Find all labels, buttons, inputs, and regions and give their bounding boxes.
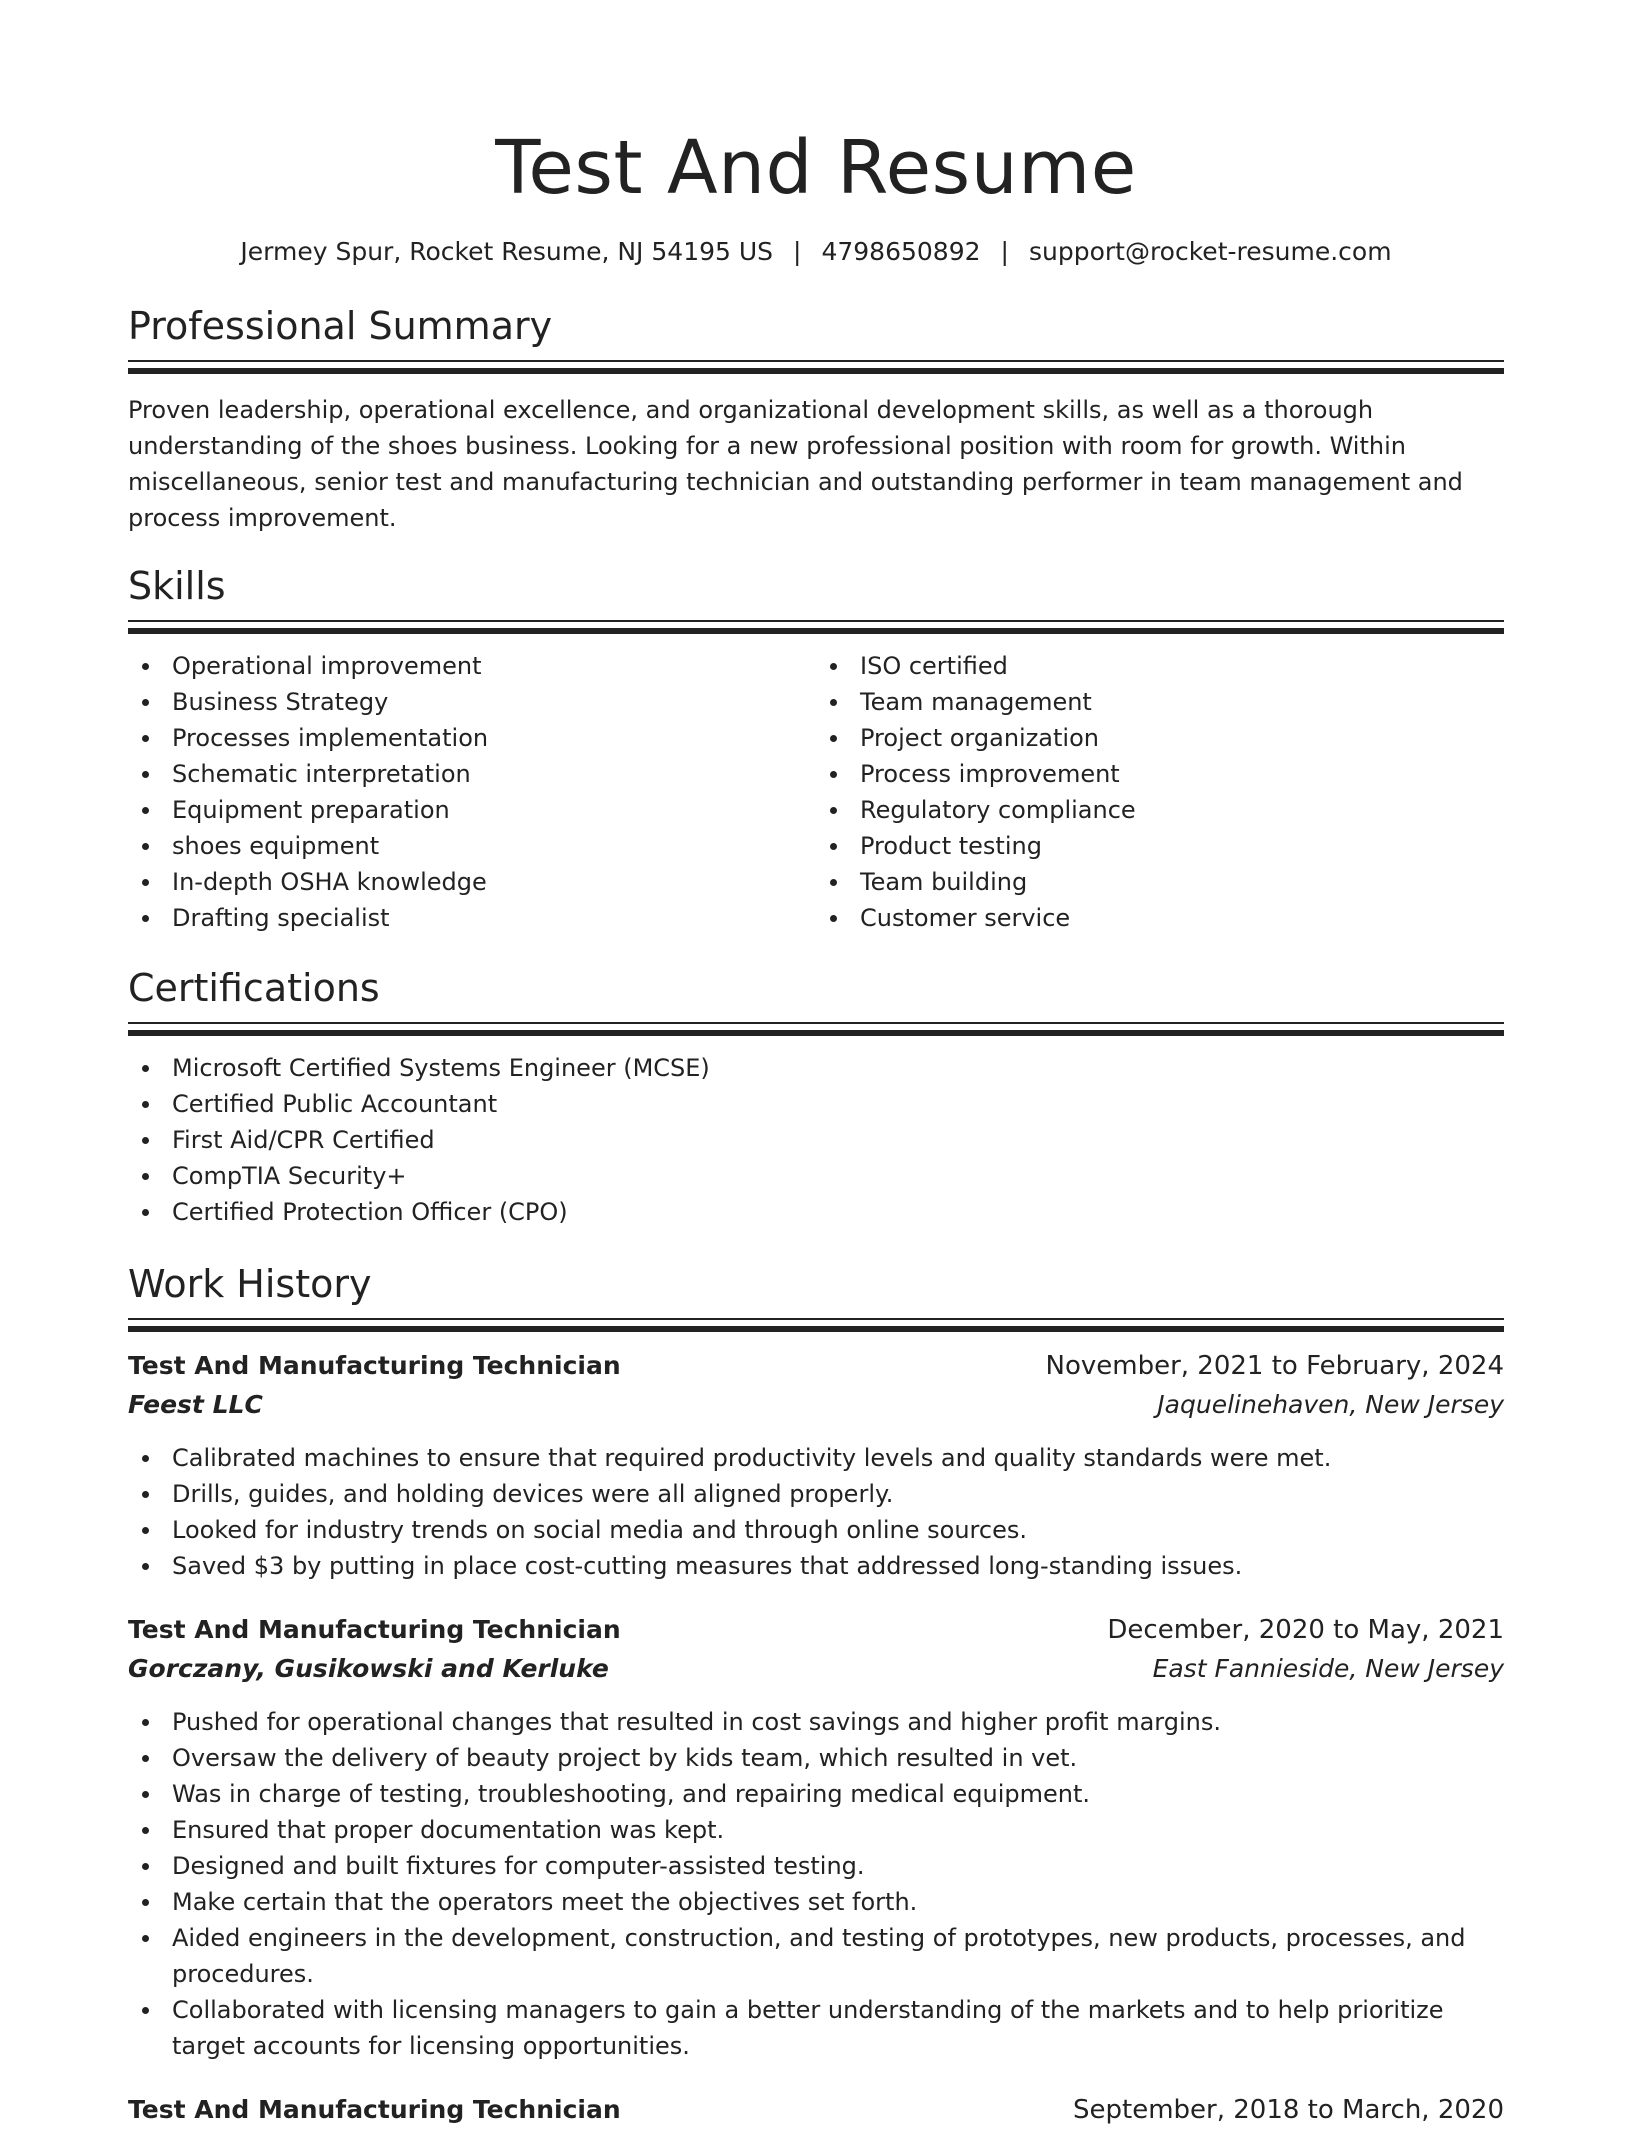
job-title: Test And Manufacturing Technician: [128, 2095, 621, 2124]
contact-address: Jermey Spur, Rocket Resume, NJ 54195 US: [240, 237, 774, 266]
skill-item: Team management: [816, 684, 1504, 720]
certification-item: CompTIA Security+: [128, 1158, 1504, 1194]
certification-item: Certified Public Accountant: [128, 1086, 1504, 1122]
section-divider: [128, 1318, 1504, 1332]
job-dates: November, 2021 to February, 2024: [1045, 1351, 1504, 1381]
summary-section: [128, 302, 1504, 536]
job-dates: September, 2018 to March, 2020: [1073, 2095, 1504, 2125]
job-location: East Fannieside, New Jersey: [1152, 1654, 1504, 1683]
job-bullet: Designed and built fixtures for computer-assisted testing.: [128, 1848, 1504, 1884]
contact-separator: |: [793, 237, 802, 266]
skill-item: shoes equipment: [128, 828, 816, 864]
skill-item: Operational improvement: [128, 648, 816, 684]
job-bullet: Drills, guides, and holding devices were all aligned properly.: [128, 1476, 1504, 1512]
skill-item: Processes implementation: [128, 720, 816, 756]
certification-item: First Aid/CPR Certified: [128, 1122, 1504, 1158]
job-bullets: [128, 1704, 1504, 2064]
section-divider: [128, 620, 1504, 634]
skill-item: Product testing: [816, 828, 1504, 864]
section-title-summary: Professional Summary: [128, 304, 553, 348]
resume-name: Test And Resume: [495, 125, 1137, 211]
job-entry: [128, 1346, 1504, 1584]
job-subheader: [128, 1386, 1504, 1424]
section-divider: [128, 1022, 1504, 1036]
section-title-skills: Skills: [128, 564, 226, 608]
summary-text: Proven leadership, operational excellence, and organizational development skills, as well as a thorough understanding of the shoes business. Looking for a new professional position with room for growth. Within miscellaneous, senior test and manufacturing technician and outstanding performer in team management and process improvement.: [128, 396, 1463, 532]
certifications-list: [128, 1050, 1504, 1230]
job-subheader: [128, 1650, 1504, 1688]
contact-separator: |: [1000, 237, 1009, 266]
job-bullet: Collaborated with licensing managers to gain a better understanding of the markets and to help prioritize target accounts for licensing opportunities.: [128, 1992, 1504, 2064]
contact-line: [128, 236, 1504, 268]
job-header: [128, 2090, 1504, 2130]
skill-item: Customer service: [816, 900, 1504, 936]
job-entry: [128, 2090, 1504, 2130]
certifications-section: [128, 964, 1504, 1230]
skill-item: Process improvement: [816, 756, 1504, 792]
skill-item: Team building: [816, 864, 1504, 900]
job-location: Jaquelinehaven, New Jersey: [1157, 1390, 1504, 1419]
section-title-work-history: Work History: [128, 1262, 372, 1306]
skills-columns: [128, 648, 1504, 936]
job-title: Test And Manufacturing Technician: [128, 1351, 621, 1380]
skills-section: [128, 562, 1504, 936]
job-title: Test And Manufacturing Technician: [128, 1615, 621, 1644]
job-entry: [128, 1610, 1504, 2064]
job-bullet: Looked for industry trends on social media and through online sources.: [128, 1512, 1504, 1548]
job-bullet: Calibrated machines to ensure that required productivity levels and quality standards were met.: [128, 1440, 1504, 1476]
skills-list-left: [128, 648, 816, 936]
skill-item: In-depth OSHA knowledge: [128, 864, 816, 900]
job-bullets: [128, 1440, 1504, 1584]
section-title-certifications: Certifications: [128, 966, 380, 1010]
skill-item: Drafting specialist: [128, 900, 816, 936]
skill-item: Regulatory compliance: [816, 792, 1504, 828]
job-dates: December, 2020 to May, 2021: [1107, 1615, 1504, 1645]
certification-item: Microsoft Certified Systems Engineer (MCSE): [128, 1050, 1504, 1086]
skill-item: Project organization: [816, 720, 1504, 756]
skill-item: ISO certified: [816, 648, 1504, 684]
skill-item: Business Strategy: [128, 684, 816, 720]
job-header: [128, 1346, 1504, 1386]
contact-email[interactable]: support@rocket-resume.com: [1028, 237, 1392, 266]
job-bullet: Ensured that proper documentation was kept.: [128, 1812, 1504, 1848]
job-bullet: Pushed for operational changes that resulted in cost savings and higher profit margins.: [128, 1704, 1504, 1740]
job-company: Gorczany, Gusikowski and Kerluke: [128, 1654, 609, 1683]
job-bullet: Make certain that the operators meet the objectives set forth.: [128, 1884, 1504, 1920]
section-divider: [128, 360, 1504, 374]
skills-list-right: [816, 648, 1504, 936]
contact-phone: 4798650892: [821, 237, 981, 266]
job-bullet: Was in charge of testing, troubleshooting, and repairing medical equipment.: [128, 1776, 1504, 1812]
job-bullet: Aided engineers in the development, construction, and testing of prototypes, new products, processes, and procedures.: [128, 1920, 1504, 1992]
skill-item: Equipment preparation: [128, 792, 816, 828]
work-history-section: [128, 1260, 1504, 2130]
job-header: [128, 1610, 1504, 1650]
certification-item: Certified Protection Officer (CPO): [128, 1194, 1504, 1230]
job-bullet: Oversaw the delivery of beauty project by kids team, which resulted in vet.: [128, 1740, 1504, 1776]
job-company: Feest LLC: [128, 1390, 263, 1419]
job-bullet: Saved $3 by putting in place cost-cutting measures that addressed long-standing issues.: [128, 1548, 1504, 1584]
skill-item: Schematic interpretation: [128, 756, 816, 792]
